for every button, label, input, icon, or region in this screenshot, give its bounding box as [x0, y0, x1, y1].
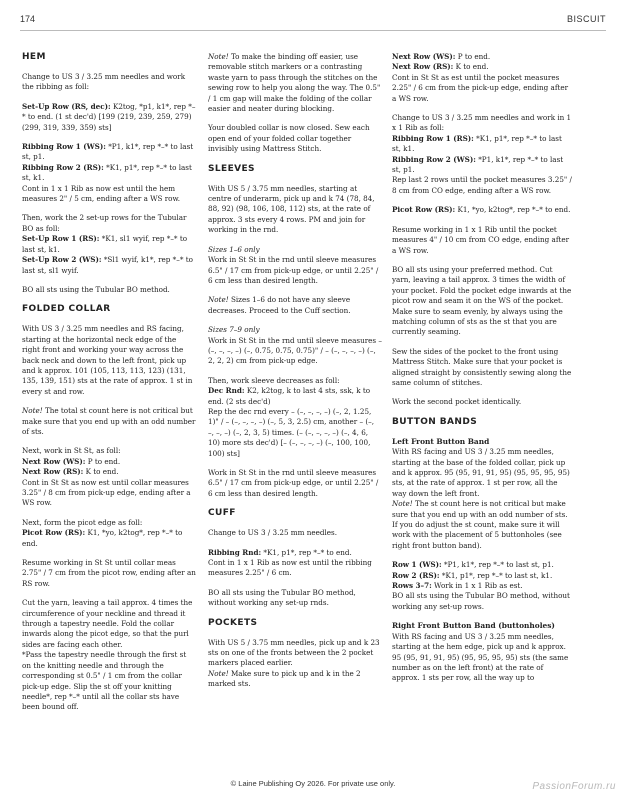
paragraph — [392, 447, 572, 551]
paragraph-text: Work in St St in the rnd until sleeve measures 6.5" / 17 cm from pick-up edge, or until 2.25" / 6 cm less than desired length. — [208, 255, 379, 285]
note-text: To make the binding off easier, use removable stitch markers or a contrasting waste yarn to pass through the stitches on the sewing row to help you along the way. The 0.5" / 1 cm gap will make the folding of the collar easier and neater during blocking. — [208, 52, 381, 114]
instruction-text: Work in 1 x 1 Rib as est. — [431, 581, 523, 591]
instruction-ribbing — [392, 113, 572, 196]
instruction-text: K1, *yo, k2tog*, rep *–* to end. — [22, 528, 183, 548]
instruction-text: Next, work in St St, as foll: — [22, 446, 121, 456]
column-2 — [208, 52, 382, 699]
header-rule — [20, 30, 606, 31]
instruction-text: Cont in 1 x 1 Rib as now est until the ribbing measures 2.25" / 6 cm. — [208, 558, 372, 578]
sizes-label: Sizes 1–6 only — [208, 244, 260, 254]
note-label: Note! — [208, 52, 229, 61]
instruction-label: Dec Rnd: — [208, 386, 245, 396]
instruction-text: BO all sts using the Tubular BO method, without working any set-up rows. — [392, 591, 570, 611]
instruction-label: Row 1 (WS): — [392, 560, 442, 570]
subsection-title-right-band: Right Front Button Band (buttonholes) — [392, 621, 555, 631]
instruction-picot — [22, 518, 196, 549]
paragraph: BO all sts using your preferred method. Cut yarn, leaving a tail approx. 3 times the width of your pocket. Fold the pocket edge inwards at the picot row and seam it on the WS of the pocket. Make sure to seam evenly, by always using the matching column of sts as the st that you are currently seaming. — [392, 264, 572, 337]
page-number: 174 — [20, 14, 36, 24]
instruction-text: *P1, k1*, rep *–* to last st, p1. — [392, 154, 564, 175]
instruction-text: K to end. — [83, 467, 119, 477]
sizes-1-6 — [208, 245, 382, 287]
instruction-text: *K1, p1*, rep *–* to last st, k1. — [22, 162, 192, 183]
instruction-st-st — [22, 446, 196, 508]
instruction-text: Cont in 1 x 1 Rib as now est until the hem measures 2" / 5 cm, ending after a WS row. — [22, 183, 181, 204]
column-3 — [392, 52, 572, 693]
paragraph-text: Cut the yarn, leaving a tail approx. 4 times the circumference of your neckline and thread it through a tapestry needle. Fold the collar inwards along the picot edge, so that the purl sides are facing each other. — [22, 598, 193, 649]
instruction-picot — [392, 205, 572, 215]
section-title-sleeves: SLEEVES — [208, 163, 255, 174]
section-pockets-cont — [392, 52, 572, 408]
instruction-label: Set-Up Row 1 (RS): — [22, 234, 100, 244]
paragraph: BO all sts using the Tubular BO method, without working any set-up rnds. — [208, 587, 356, 608]
instruction-text: K to end. — [453, 62, 489, 72]
section-button-bands — [392, 417, 572, 684]
paragraph-text: Work in St St in the rnd until sleeve measures – (–, –, –, –) (–, 0.75, 0.75, 0.75)" / – (–, –, –, –) (–, 2, 2, 2) cm from pick-up edge. — [208, 335, 382, 366]
note — [208, 52, 382, 114]
instruction-text: Cont in St St as now est until collar measures 3.25" / 8 cm from pick-up edge, ending after a WS row. — [22, 477, 191, 508]
subsection-title-left-band: Left Front Button Band — [392, 436, 490, 446]
instruction-ribbing-rows — [22, 142, 196, 204]
instruction-label: Picot Row (RS): — [392, 205, 456, 215]
note — [208, 295, 382, 316]
note-label: Note! — [392, 499, 413, 509]
note-label: Note! — [208, 295, 229, 305]
paragraph — [22, 598, 196, 712]
instruction-band-rows — [392, 560, 572, 612]
page-header — [20, 14, 606, 30]
paragraph-text: With US 5 / 3.75 mm needles, pick up and k 23 sts on one of the fronts between the 2 pocket markers placed earlier. — [208, 637, 380, 668]
instruction-label: Next Row (WS): — [22, 456, 86, 466]
watermark: PassionForum.ru — [532, 781, 616, 792]
instruction-text: K2tog, *p1, k1*, rep *–* to end. (1 st dec'd) [199 (219, 239, 259, 279) (299, 319, 339, 359) sts] — [22, 101, 196, 132]
sizes-7-9 — [208, 325, 382, 367]
instruction-label: Set-Up Row 2 (WS): — [22, 255, 102, 265]
section-folded-collar — [22, 304, 196, 712]
section-folded-collar-cont — [208, 52, 382, 155]
instruction-label: Picot Row (RS): — [22, 528, 86, 538]
instruction-ribbing — [208, 548, 382, 579]
paragraph: Change to US 3 / 3.25 mm needles. — [208, 528, 337, 538]
instruction-text: P to end. — [85, 456, 121, 466]
column-1 — [22, 52, 196, 722]
instruction-text: Next, form the picot edge as foll: — [22, 517, 143, 527]
paragraph: Change to US 3 / 3.25 mm needles and work the ribbing as foll: — [22, 72, 186, 92]
paragraph — [208, 638, 382, 690]
paragraph: Resume working in St St until collar meas 2.75" / 7 cm from the picot row, ending after an RS row. — [22, 558, 196, 588]
note-text: Make sure to pick up and k in the 2 marked sts. — [208, 668, 361, 689]
instruction-label: Row 2 (RS): — [392, 570, 440, 580]
instruction-text: *P1, k1*, rep *–* to last st, p1. — [22, 142, 194, 162]
instruction-text: *Sl1 wyif, k1*, rep *–* to last st, sl1 wyif. — [22, 255, 193, 275]
section-title-hem: HEM — [22, 52, 46, 62]
note-text: The st count here is not critical but make sure that you end up with an odd number of sts. If you do adjust the st count, make sure it will work with the placement of 5 buttonholes (see right front button band). — [392, 499, 568, 550]
paragraph: Sew the sides of the pocket to the front using Mattress Stitch. Make sure that your pocket is aligned straight by consistently sewing along the same column of stitches. — [392, 346, 572, 387]
instruction-label: Rows 3–7: — [392, 581, 432, 591]
instruction-text: K2, k2tog, k to last 4 sts, ssk, k to end. (2 sts dec'd) — [208, 386, 371, 406]
instruction-st-st — [392, 52, 572, 104]
paragraph: Resume working in 1 x 1 Rib until the pocket measures 4" / 10 cm from CO edge, ending after a WS row. — [392, 224, 570, 255]
instruction-text: Cont in St St as est until the pocket measures 2.25" / 6 cm from the pick-up edge, ending after a WS row. — [392, 72, 569, 103]
paragraph: Work in St St in the rnd until sleeve measures 6.5" / 17 cm from pick-up edge, or until 2.25" / 6 cm less than desired length. — [208, 468, 379, 498]
paragraph: With RS facing and US 3 / 3.25 mm needles, starting at the hem edge, pick up and k approx. 95 (95, 91, 91, 95) (95, 95, 95, 95) sts (the same number as on the left front) at the rate of approx. 1 sts per row, all the way up to — [392, 631, 569, 683]
instruction-setup-row — [22, 102, 196, 133]
instruction-label: Ribbing Rnd: — [208, 547, 262, 557]
note-label: Note! — [22, 406, 43, 416]
note-label: Note! — [208, 668, 229, 678]
instruction-text: Rep last 2 rows until the pocket measures 3.25" / 8 cm from CO edge, ending after a WS row. — [392, 175, 572, 195]
instruction-label: Ribbing Row 1 (WS): — [22, 142, 106, 152]
paragraph: Your doubled collar is now closed. Sew each open end of your folded collar together invisibly using Mattress Stitch. — [208, 123, 370, 154]
note-text: Sizes 1–6 do not have any sleeve decreases. Proceed to the Cuff section. — [208, 295, 351, 315]
sizes-label: Sizes 7–9 only — [208, 325, 260, 335]
paragraph: With US 3 / 3.25 mm needles and RS facing, starting at the horizontal neck edge of the right front and working your way across the back neck and down to the left front, pick up and k approx. 101 (105, 113, 113, 123) (131, 135, 139, 151) sts at the rate of approx. 1 st in every st and row. — [22, 324, 193, 396]
section-hem — [22, 52, 196, 295]
section-sleeves — [208, 164, 382, 500]
instruction-text: *K1, p1*, rep *–* to last st, k1. — [439, 570, 553, 580]
instruction-text: P to end. — [455, 52, 491, 61]
running-title: BISCUIT — [566, 14, 606, 24]
instruction-label: Ribbing Row 2 (RS): — [22, 162, 104, 172]
paragraph: With US 5 / 3.75 mm needles, starting at centre of underarm, pick up and k 74 (78, 84, 88, 92) (98, 106, 108, 112) sts, at the rate of approx. 3 sts every 4 rows. PM and join for working in the rnd. — [208, 183, 375, 235]
instruction-text: K1, *yo, k2tog*, rep *–* to end. — [455, 205, 571, 215]
section-title-button-bands: BUTTON BANDS — [392, 416, 478, 427]
instruction-label: Ribbing Row 2 (WS): — [392, 154, 476, 164]
instruction-text: *K1, p1*, rep *–* to last st, k1. — [392, 133, 562, 154]
instruction-label: Next Row (WS): — [392, 52, 456, 61]
instruction-text: Rep the dec rnd every – (–, –, –, –) (–, 2, 1.25, 1)" / – (–, –, –, –) (–, 5, 3, 2.5) cm, another – (–, –, –, –) (–, 2, 3, 5) times. (– (–, –, –, –) (–, 4, 6, 10) more sts dec'd) [– (–, –, –, –) (–, 100, 100, 100) sts] — [208, 406, 375, 458]
instruction-text: Then, work the 2 set-up rows for the Tubular BO as foll: — [22, 213, 187, 233]
instruction-text: *K1, p1*, rep *–* to end. — [261, 547, 352, 557]
instruction-tubular-setup — [22, 213, 196, 275]
section-title-cuff: CUFF — [208, 508, 236, 519]
section-pockets — [208, 618, 382, 690]
section-cuff — [208, 508, 382, 608]
instruction-dec — [208, 376, 382, 459]
paragraph: Work the second pocket identically. — [392, 397, 522, 407]
instruction-label: Next Row (RS): — [22, 467, 84, 477]
instruction-text: Change to US 3 / 3.25 mm needles and work in 1 x 1 Rib as foll: — [392, 113, 572, 133]
instruction-text: *P1, k1*, rep *–* to last st, p1. — [441, 560, 554, 570]
note — [22, 406, 196, 437]
section-title-pockets: POCKETS — [208, 617, 258, 628]
instruction-text: *K1, sl1 wyif, rep *–* to last st, k1. — [22, 234, 188, 254]
footer-copyright: © Laine Publishing Oy 2026. For private use only. — [230, 779, 396, 788]
paragraph-text: *Pass the tapestry needle through the first st on the knitting needle and through the corresponding st 0.5" / 1 cm from the collar pick-up edge. Slip the st off your knitting needle*, rep *–* until all the collar sts have been bound off. — [22, 650, 187, 712]
instruction-label: Next Row (RS): — [392, 62, 454, 72]
instruction-text: Then, work sleeve decreases as foll: — [208, 375, 340, 385]
paragraph-text: With RS facing and US 3 / 3.25 mm needles, starting at the base of the folded collar, pick up and k approx. 95 (95, 91, 91, 95) (95, 95, 95, 95) sts, at the rate of approx. 1 st per row, all the way down the left front. — [392, 447, 570, 498]
instruction-label: Set-Up Row (RS, dec): — [22, 101, 111, 111]
instruction-label: Ribbing Row 1 (RS): — [392, 133, 474, 143]
section-title-folded-collar: FOLDED COLLAR — [22, 304, 111, 315]
paragraph: BO all sts using the Tubular BO method. — [22, 284, 170, 294]
note-text: The total st count here is not critical but make sure that you end up with an odd number of sts. — [22, 406, 196, 436]
